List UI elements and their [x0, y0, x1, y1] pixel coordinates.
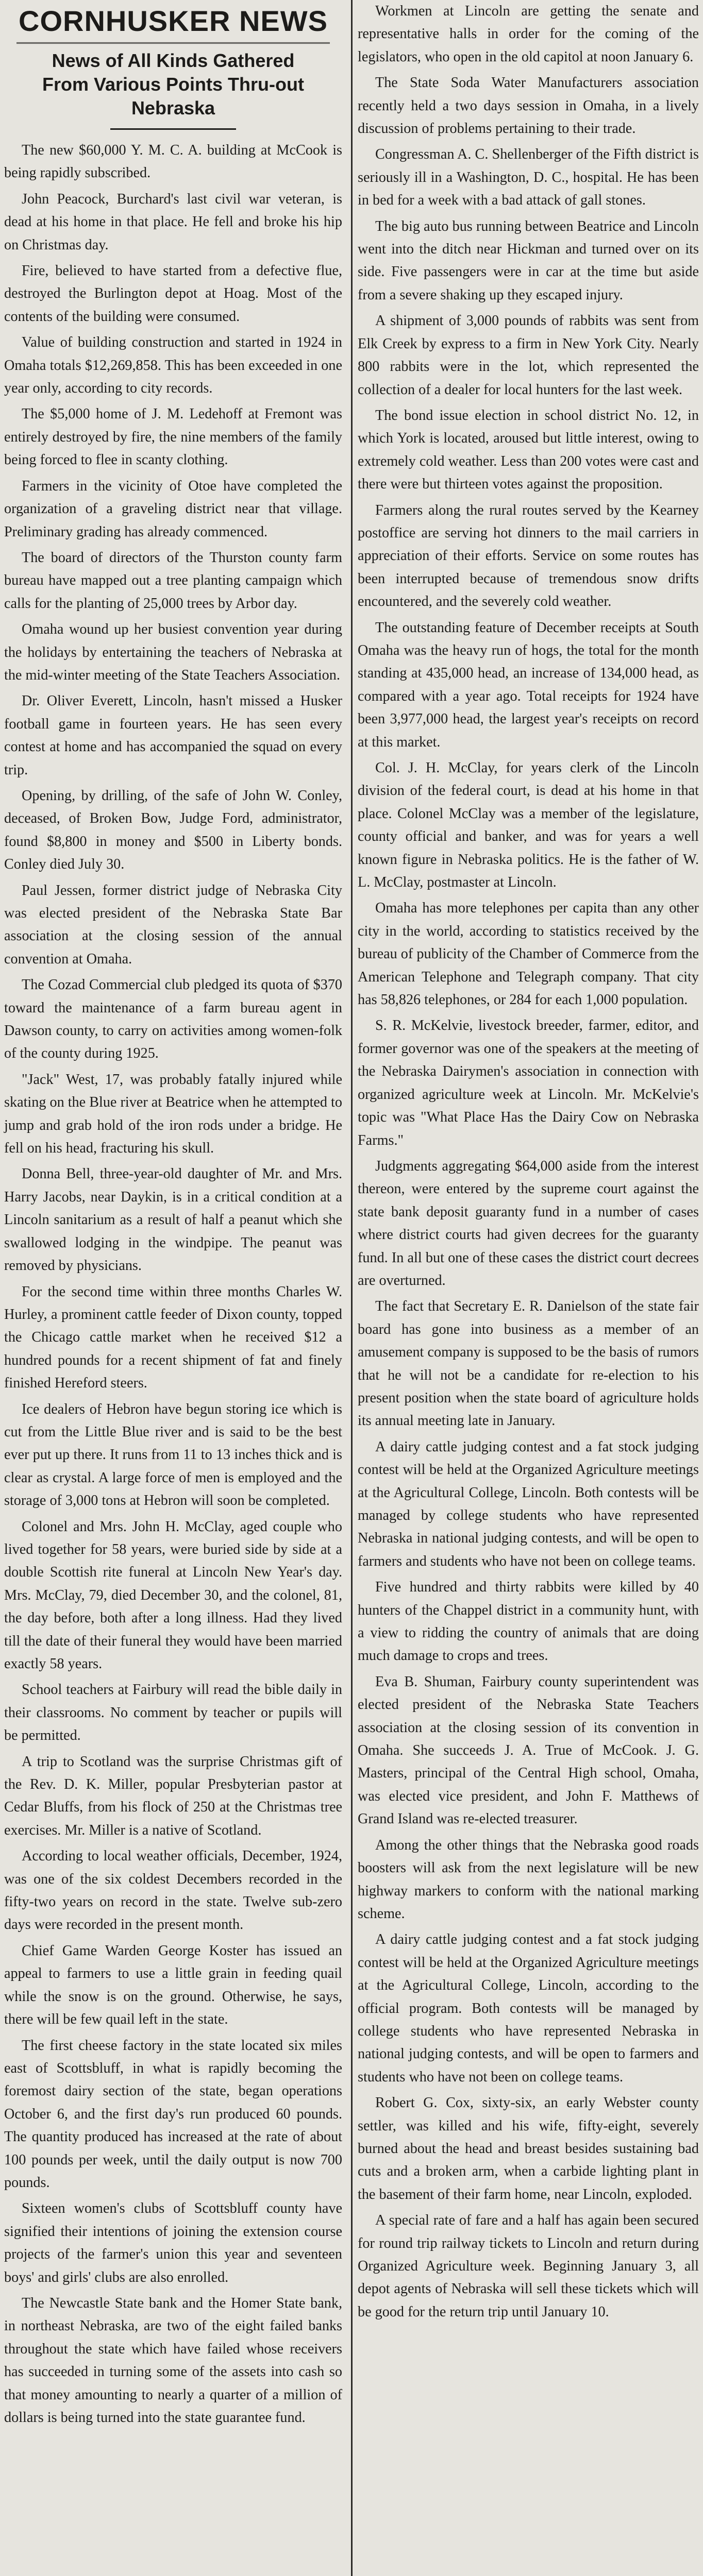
- news-item: Paul Jessen, former district judge of Nebraska City was elected president of the Nebraska State Bar association at the closing session of the annual convention at Omaha.: [4, 882, 342, 967]
- news-item: A dairy cattle judging contest and a fat stock judging contest will be held at the Organized Agriculture meetings at the Agricultural College, Lincoln. Both contests will be managed by college students who have represented Nebraska in national judging contests, and will be open to farmers and students who have not been on college teams.: [358, 1438, 699, 1569]
- news-item: The outstanding feature of December receipts at South Omaha was the heavy run of hogs, the total for the month standing at 435,000 head, an increase of 134,000 head, as compared with a year ago. Total receipts for 1924 have been 3,977,000 head, the largest year's receipts on record at this market.: [358, 619, 699, 750]
- news-item: The bond issue election in school district No. 12, in which York is located, aroused but little interest, owing to extremely cold weather. Less than 200 votes were cast and there were but thirteen votes against the proposition.: [358, 407, 699, 493]
- news-item: The first cheese factory in the state located six miles east of Scottsbluff, in what is rapidly becoming the foremost dairy section of the state, began operations October 6, and the first day's run produced 60 pounds. The quantity produced has increased at the rate of about 100 pounds per week, until the daily output is now 700 pounds.: [4, 2037, 342, 2191]
- news-item: A dairy cattle judging contest and a fat stock judging contest will be held at the Organized Agriculture meetings at the Agricultural College, Lincoln, according to the official program. Both contests will be managed by college students who have represented Nebraska in national judging contests, and will be open to farmers and students who have not been on college teams.: [358, 1931, 699, 2085]
- news-item: Five hundred and thirty rabbits were killed by 40 hunters of the Chappel district in a community hunt, with a view to ridding the country of animals that are doing much damage to crops and trees.: [358, 1579, 699, 1664]
- masthead: [12, 3, 334, 130]
- news-item: Value of building construction and started in 1924 in Omaha totals $12,269,858. This has been exceeded in one year only, according to city records.: [4, 334, 342, 397]
- masthead-rule-bottom: [110, 128, 236, 130]
- news-item: School teachers at Fairbury will read the bible daily in their classrooms. No comment by teacher or pupils will be permitted.: [4, 1682, 342, 1744]
- news-item: Opening, by drilling, of the safe of John W. Conley, deceased, of Broken Bow, Judge Ford, administrator, found $8,800 in money and $500 in Liberty bonds. Conley died July 30.: [4, 787, 342, 873]
- news-item: Sixteen women's clubs of Scottsbluff county have signified their intentions of joining the extension course projects of the farmer's union this year and seventeen boys' and girls' clubs are also enrolled.: [4, 2200, 342, 2285]
- news-item: Workmen at Lincoln are getting the senate and representative halls in order for the coming of the legislators, who open in the old capitol at noon January 6.: [358, 3, 699, 65]
- masthead-title: CORNHUSKER NEWS: [19, 5, 328, 37]
- news-item: According to local weather officials, December, 1924, was one of the six coldest Decembers recorded in the fifty-two years on record in the state. Twelve sub-zero days were recorded in the present month.: [4, 1848, 342, 1933]
- news-item: Colonel and Mrs. John H. McClay, aged couple who lived together for 58 years, were buried side by side at a double Scottish rite funeral at Lincoln New Year's day. Mrs. McClay, 79, died December 30, and the colonel, 81, the day before, both after a long illness. Had they lived till the date of their funeral they would have been married exactly 58 years.: [4, 1518, 342, 1672]
- column-rule: [351, 0, 353, 2576]
- news-item: Among the other things that the Nebraska good roads boosters will ask from the next legislature will be new highway markers to conform with the national marking scheme.: [358, 1837, 699, 1922]
- news-item: The State Soda Water Manufacturers association recently held a two days session in Omaha, in a lively discussion of problems pertaining to their trade.: [358, 75, 699, 137]
- news-item: Robert G. Cox, sixty-six, an early Webster county settler, was killed and his wife, fifty-eight, severely burned about the head and breast besides sustaining bad cuts and a broken arm, when a carbide lighting plant in the basement of their farm home, near Lincoln, exploded.: [358, 2095, 699, 2202]
- news-item: "Jack" West, 17, was probably fatally injured while skating on the Blue river at Beatrice when he attempted to jump and grab hold of the iron rods under a bridge. He fell on his head, fracturing his skull.: [4, 1071, 342, 1157]
- news-item: The $5,000 home of J. M. Ledehoff at Fremont was entirely destroyed by fire, the nine members of the family being forced to flee in scanty clothing.: [4, 406, 342, 468]
- news-item: A shipment of 3,000 pounds of rabbits was sent from Elk Creek by express to a firm in New York City. Nearly 800 rabbits were in the lot, which represented the collection of a dealer for local hunters for the last week.: [358, 313, 699, 398]
- left-column: [4, 0, 345, 2432]
- news-item: Ice dealers of Hebron have begun storing ice which is cut from the Little Blue river and is said to be the best ever put up there. It runs from 11 to 13 inches thick and is clear as crystal. A large force of men is employed and the storage of 3,000 tons at Hebron will soon be completed.: [4, 1401, 342, 1509]
- news-item: The fact that Secretary E. R. Danielson of the state fair board has gone into business as a member of an amusement company is supposed to be the basis of rumors that he will not be a candidate for re-election to his present position when the state board of agriculture holds its annual meeting late in January.: [358, 1298, 699, 1429]
- news-item: Donna Bell, three-year-old daughter of Mr. and Mrs. Harry Jacobs, near Daykin, is in a critical condition at a Lincoln sanitarium as a result of half a peanut which she swallowed lodging in the windpipe. The peanut was removed by physicians.: [4, 1166, 342, 1274]
- news-item: Farmers along the rural routes served by the Kearney postoffice are serving hot dinners to the mail carriers in appreciation of their efforts. Service on some routes has been interrupted because of tremendous snow drifts encountered, and the severely cold weather.: [358, 502, 699, 610]
- news-item: A trip to Scotland was the surprise Christmas gift of the Rev. D. K. Miller, popular Presbyterian pastor at Cedar Bluffs, from his flock of 250 at the Christmas tree exercises. Mr. Miller is a native of Scotland.: [4, 1753, 342, 1838]
- masthead-rule-top: [16, 42, 330, 45]
- news-item: Omaha wound up her busiest convention year during the holidays by entertaining the teachers of Nebraska at the mid-winter meeting of the State Teachers Association.: [4, 621, 342, 683]
- right-articles: [358, 0, 699, 2324]
- news-item: A special rate of fare and a half has again been secured for round trip railway tickets to Lincoln and return during Organized Agriculture week. Beginning January 3, all depot agents of Nebraska will sell these tickets which will be good for the return trip until January 10.: [358, 2212, 699, 2320]
- news-item: For the second time within three months Charles W. Hurley, a prominent cattle feeder of Dixon county, topped the Chicago cattle market when he received $12 a hundred pounds for a recent shipment of fat and finely finished Hereford steers.: [4, 1283, 342, 1392]
- news-item: The Cozad Commercial club pledged its quota of $370 toward the maintenance of a farm bureau agent in Dawson county, to carry on activities among women-folk of the county during 1925.: [4, 977, 342, 1062]
- left-articles: [4, 139, 342, 2429]
- news-item: Judgments aggregating $64,000 aside from the interest thereon, were entered by the supreme court against the state bank deposit guaranty fund in a number of cases where district courts had given decrees for the guaranty fund. In all but one of these cases the district court decrees are overturned.: [358, 1158, 699, 1289]
- right-column: [358, 0, 699, 2327]
- news-item: The big auto bus running between Beatrice and Lincoln went into the ditch near Hickman and turned over on its side. Five passengers were in car at the time but aside from a severe shaking up they escaped injury.: [358, 218, 699, 303]
- news-item: The new $60,000 Y. M. C. A. building at McCook is being rapidly subscribed.: [4, 142, 342, 181]
- news-item: Col. J. H. McClay, for years clerk of the Lincoln division of the federal court, is dead at his home in that place. Colonel McClay was a member of the legislature, county official and banker, and was for years a well known figure in Nebraska politics. He is the father of W. L. McClay, postmaster at Lincoln.: [358, 760, 699, 891]
- news-item: Omaha has more telephones per capita than any other city in the world, according to statistics received by the bureau of publicity of the Chamber of Commerce from the American Telephone and Telegraph company. That city has 58,826 telephones, or 284 for each 1,000 population.: [358, 900, 699, 1008]
- news-item: S. R. McKelvie, livestock breeder, farmer, editor, and former governor was one of the speakers at the meeting of the Nebraska Dairymen's association in connection with organized agriculture week at Lincoln. Mr. McKelvie's topic was "What Place Has the Dairy Cow on Nebraska Farms.": [358, 1018, 699, 1148]
- news-item: Congressman A. C. Shellenberger of the Fifth district is seriously ill in a Washington, D. C., hospital. He has been in bed for a week with a bad attack of gall stones.: [358, 146, 699, 209]
- news-item: Dr. Oliver Everett, Lincoln, hasn't missed a Husker football game in fourteen years. He has seen every contest at home and has accompanied the squad on every trip.: [4, 693, 342, 778]
- news-item: John Peacock, Burchard's last civil war veteran, is dead at his home in that place. He fell and broke his hip on Christmas day.: [4, 191, 342, 253]
- news-item: The board of directors of the Thurston county farm bureau have mapped out a tree planting campaign which calls for the planting of 25,000 trees by Arbor day.: [4, 549, 342, 612]
- news-item: Eva B. Shuman, Fairbury county superintendent was elected president of the Nebraska State Teachers association at the closing session of its convention in Omaha. She succeeds J. A. True of McCook. J. G. Masters, principal of the Central High school, Omaha, was elected vice president, and John F. Matthews of Grand Island was re-elected treasurer.: [358, 1673, 699, 1827]
- news-item: Farmers in the vicinity of Otoe have completed the organization of a graveling district near that village. Preliminary grading has already commenced.: [4, 478, 342, 540]
- masthead-subtitle: News of All Kinds Gathered From Various Points Thru-out Nebraska: [42, 50, 304, 118]
- news-item: Fire, believed to have started from a defective flue, destroyed the Burlington depot at Hoag. Most of the contents of the building were consumed.: [4, 263, 342, 325]
- news-item: Chief Game Warden George Koster has issued an appeal to farmers to use a little grain in feeding quail while the snow is on the ground. Otherwise, he says, there will be few quail left in the state.: [4, 1942, 342, 2028]
- news-item: The Newcastle State bank and the Homer State bank, in northeast Nebraska, are two of the eight failed banks throughout the state which have failed whose receivers has succeeded in turning some of the assets into cash so that money amounting to nearly a quarter of a million of dollars is being turned into the state guarantee fund.: [4, 2295, 342, 2426]
